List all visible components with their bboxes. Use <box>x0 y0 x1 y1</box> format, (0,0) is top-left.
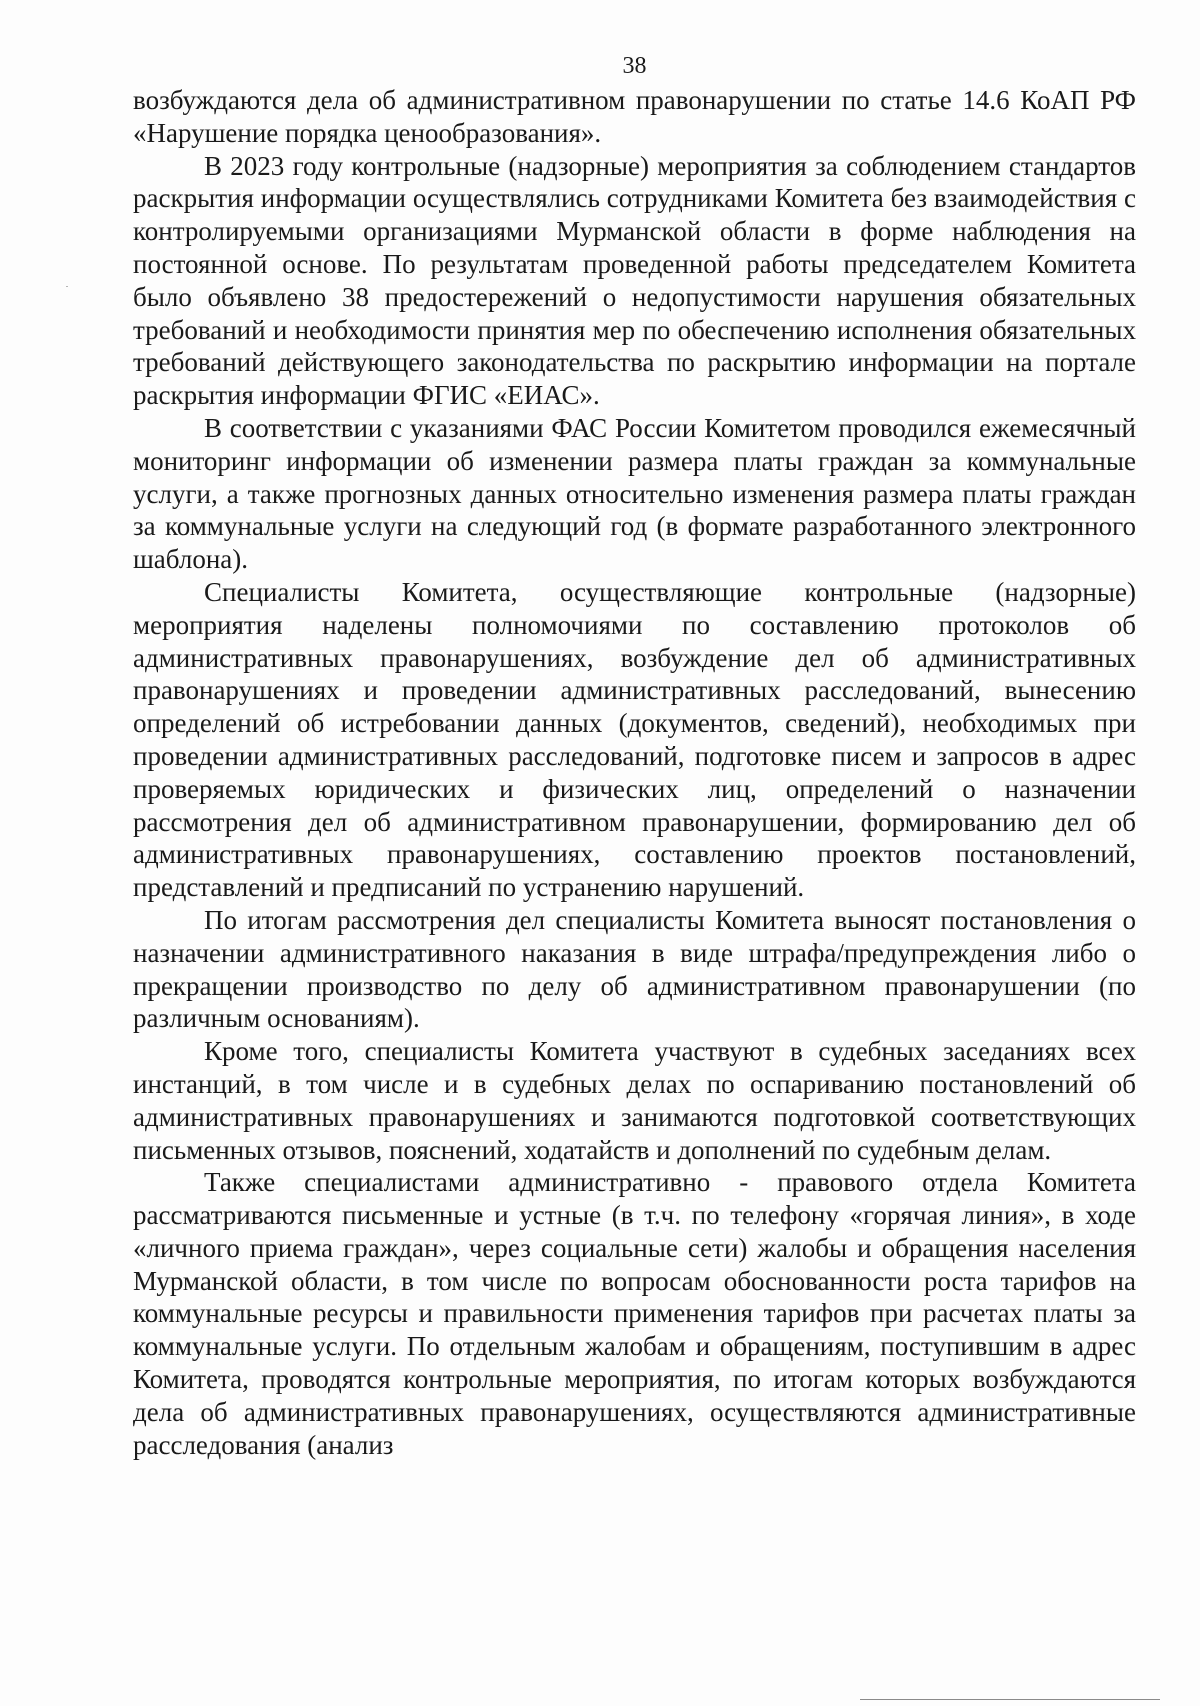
footer-rule <box>860 1699 1160 1700</box>
paragraph-fas-monitoring: В соответствии с указаниями ФАС России Комитетом проводился ежемесячный мониторинг информации об изменении размера платы граждан за коммунальные услуги, а также прогнозных данных относительно изменения размера платы граждан за коммунальные услуги на следующий год (в формате разработанного электронного шаблона). <box>133 412 1136 575</box>
paragraph-specialists-powers: Специалисты Комитета, осуществляющие контрольные (надзорные) мероприятия наделены полномочиями по составлению протоколов об административных правонарушениях, возбуждение дел об административных правонарушениях и проведении административных расследований, вынесению определений об истребовании данных (документов, сведений), необходимых при проведении административных расследований, подготовке писем и запросов в адрес проверяемых юридических и физических лиц, определений о назначении рассмотрения дел об административном правонарушении, формированию дел об административных правонарушениях, составлению проектов постановлений, представлений и предписаний по устранению нарушений. <box>133 576 1136 903</box>
paragraph-complaints: Также специалистами административно - правового отдела Комитета рассматриваются письменные и устные (в т.ч. по телефону «горячая линия», в ходе «личного приема граждан», через социальные сети) жалобы и обращения населения Мурманской области, в том числе по вопросам обоснованности роста тарифов на коммунальные ресурсы и правильности применения тарифов при расчетах платы за коммунальные услуги. По отдельным жалобам и обращениям, поступившим в адрес Комитета, проводятся контрольные мероприятия, по итогам которых возбуждаются дела об административных правонарушениях, осуществляются административные расследования (анализ <box>133 1167 1136 1460</box>
page-number: 38 <box>622 53 647 79</box>
paragraph-continuation: возбуждаются дела об административном правонарушении по статье 14.6 КоАП РФ «Нарушение порядка ценообразования». <box>133 85 1136 148</box>
paragraph-court-participation: Кроме того, специалисты Комитета участвуют в судебных заседаниях всех инстанций, в том числе и в судебных делах по оспариванию постановлений об административных правонарушениях и занимаются подготовкой соответствующих письменных отзывов, пояснений, ходатайств и дополнений по судебным делам. <box>133 1036 1136 1165</box>
paragraph-disclosure-standards: В 2023 году контрольные (надзорные) мероприятия за соблюдением стандартов раскрытия информации осуществлялись сотрудниками Комитета без взаимодействия с контролируемыми организациями Мурманской области в форме наблюдения на постоянной основе. По результатам проведенной работы председателем Комитета было объявлено 38 предостережений о недопустимости нарушения обязательных требований и необходимости принятия мер по обеспечению исполнения обязательных требований действующего законодательства по раскрытию информации на портале раскрытия информации ФГИС «ЕИАС». <box>133 150 1136 411</box>
document-body <box>133 84 1136 1461</box>
paragraph-case-results: По итогам рассмотрения дел специалисты Комитета выносят постановления о назначении административного наказания в виде штрафа/предупреждения либо о прекращении производство по делу об административном правонарушении (по различным основаниям). <box>133 904 1136 1034</box>
scan-artifact <box>66 286 68 287</box>
